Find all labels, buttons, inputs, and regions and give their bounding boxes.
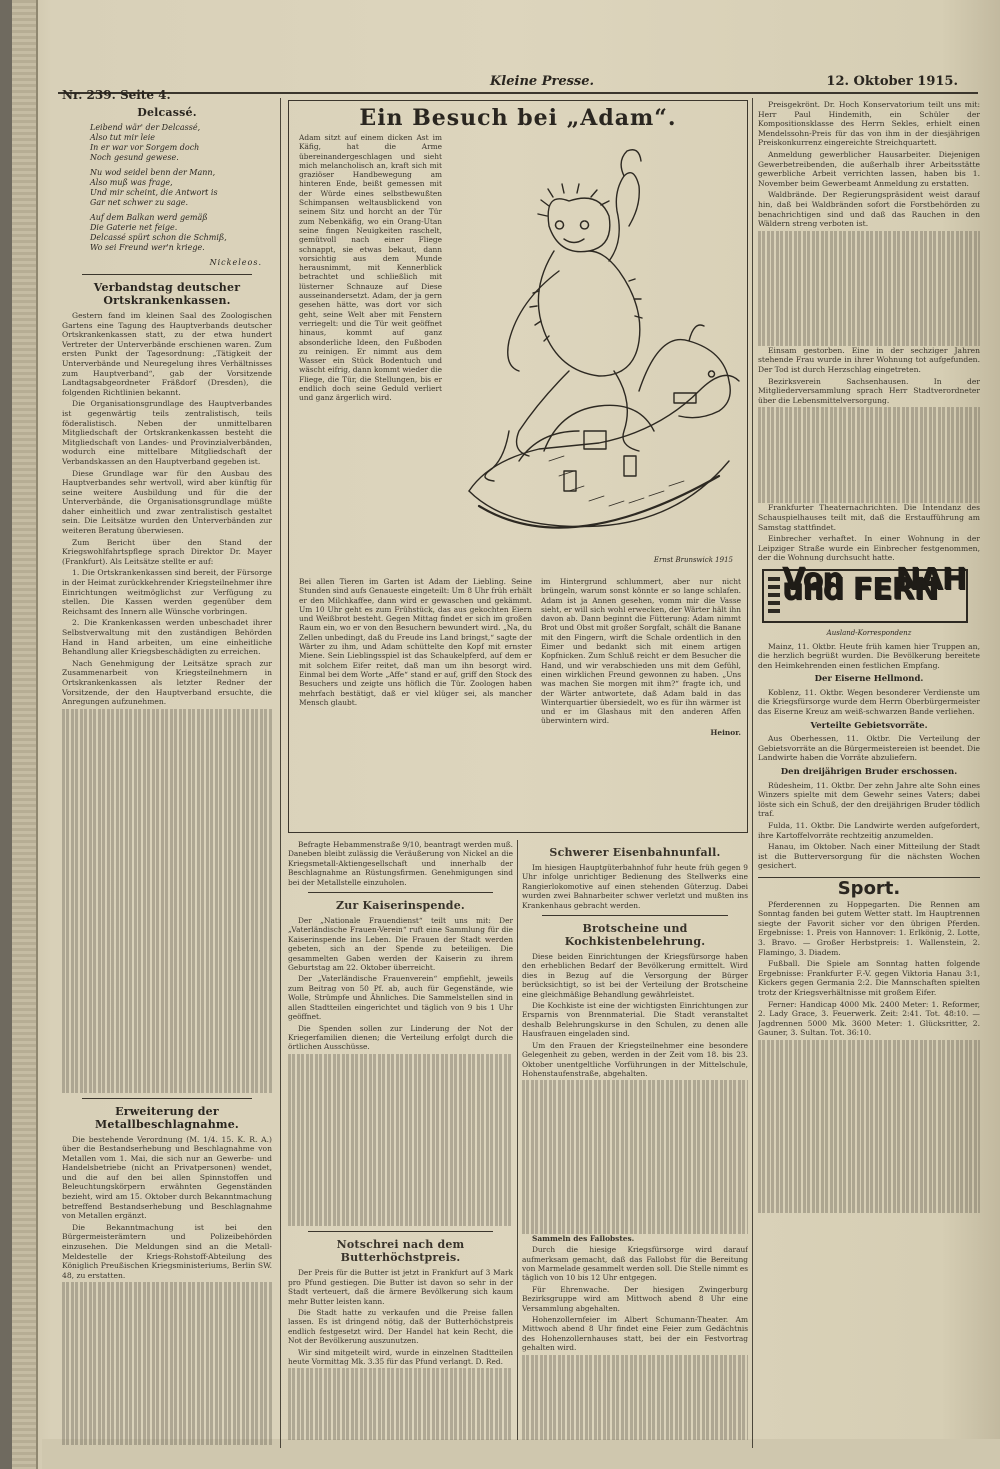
- article-paragraph: 1. Die Ortskrankenkassen sind bereit, der Fürsorge in der Heimat zurückkehrender Kriegsteilnehmer ihre Einrichtungen weitmöglichst zur Verfügung zu stellen. Die Kassen werden gegenüber dem Reichsamt des Innern alle Wünsche vorbringen.: [62, 568, 272, 616]
- body-text-lines: [758, 1040, 980, 1213]
- article-paragraph: Die Bekanntmachung ist bei den Bürgermeisterämtern und Polizeibehörden einzusehen. Die Meldungen sind an die Metall-Meldestelle der Kriegs-Rohstoff-Abteilung des Königlich Preußischen Kriegsministeriums, Berlin SW. 48, zu erstatten.: [62, 1222, 272, 1280]
- article-title: Zur Kaiserinspende.: [336, 899, 465, 913]
- article-paragraph: Zum Bericht über den Stand der Kriegswohlfahrtspflege sprach Direktor Dr. Mayer (Frankfurt). Als Leitsätze stellte er auf:: [62, 537, 272, 566]
- divider: [542, 915, 728, 916]
- news-item: Waldbrände. Der Regierungspräsident weist darauf hin, daß bei Waldbränden sofort die Forstbehörden zu benachrichtigen sind und daß das Rauchen in den Wäldern streng verboten ist.: [758, 190, 980, 229]
- article-paragraph: Nach Genehmigung der Leitsätze sprach zur Zusammenarbeit von Kriegsteilnehmern in Ortskrankenkassen als letzter Redner der Vorsitzende, der den Hauptverband ersuchte, die Anregungen aufzunehmen.: [62, 658, 272, 707]
- feature-text-continued: im Hintergrund schlummert, aber nur nicht brüngeln, warum sonst könnte er so lange schlafen. Adam ist ja Annen gesehen, vomm mir die Vasse sieht, er will sich wohl erwecken, der Wärter hält ihn davon ab. Dann beginnt die Fütterung: Adam nimmt Brot und Obst mit großer Sorgfalt, schält die Banane mit den Fingern, wirft die Schale ordentlich in den Eimer und bedankt sich mit einem artigen Kopfnicken. Zum Schluß reicht er dem Besucher die Hand, und wir verabschieden uns mit dem Gefühl, einen wirklichen Freund gewonnen zu haben. „Uns was machen Sie morgen mit ihm?“ fragte ich, und der Wärter antwortete, daß Adam bald in das Winterquartier übersiedelt, wo es für ihn wärmer ist und er im Glashaus mit den anderen Affen überwintern wird.: [541, 577, 741, 726]
- illustrator-signature: Ernst Brunswick 1915: [653, 556, 733, 564]
- article-title: Erweiterung der Metallbeschlagnahme.: [95, 1104, 239, 1131]
- article-paragraph: Gestern fand im kleinen Saal des Zoologischen Gartens eine Tagung des Hauptverbands deutscher Ortskrankenkassen statt, zu der etwa hundert Vertreter der Unterverbände erschienen waren. Zum ersten Punkt der Tagesordnung: „Tätigkeit der Unterverbände und Neuregelung ihres Verhältnisses zum Hauptverband“, gab der Vorsitzende Landtagsabgeordneter Fräßdorf (Dresden), die folgenden Richtlinien bekannt.: [62, 311, 272, 397]
- body-text-lines: [288, 1368, 513, 1440]
- article-paragraph: Befragte Hebammenstraße 9/10, beantragt werden muß. Daneben bleibt zulässig die Veräußerung von Nickel an die Kriegsmetall-Aktiengesellschaft und innerhalb der Beschlagnahme an Rüstungsfirmen. Genehmigungen sind bei der Metallstelle einzuholen.: [288, 840, 513, 887]
- article-paragraph: Im hiesigen Hauptgüterbahnhof fuhr heute früh gegen 9 Uhr infolge unrichtiger Bedienung des Stellwerks eine Rangierlokomotive auf einen stehenden Güterzug. Dabei wurden zwei Bahnarbeiter schwer verletzt und mußten ins Krankenhaus gebracht werden.: [522, 863, 748, 910]
- poem-title: Delcassé.: [137, 106, 197, 119]
- feature-author: Heinor.: [710, 727, 741, 737]
- body-text-lines: [62, 1282, 272, 1445]
- sport-item: Fußball. Die Spiele am Sonntag hatten folgende Ergebnisse: Frankfurter F.-V. gegen Viktoria Hanau 3:1, Kickers gegen Germania 2:2. Die Mannschaften spielten trotz der Kriegsverhältnisse mit großem Eifer.: [758, 959, 980, 997]
- banner-title: Von NAH und FERN: [782, 561, 966, 607]
- cartoon-feature-box: [288, 100, 748, 833]
- feature-text: [541, 577, 741, 827]
- left-column: [62, 100, 272, 1445]
- banner-decoration-icon: [768, 577, 780, 617]
- news-title: Verteilte Gebietsvorräte.: [810, 720, 928, 731]
- news-item: Fulda, 11. Oktbr. Die Landwirte werden aufgefordert, ihre Kartoffelvorräte rechtzeitig anzumelden.: [758, 821, 980, 840]
- article-paragraph: Wir sind mitgeteilt wird, wurde in einzelnen Stadtteilen heute Vormittag Mk. 3.35 für das Pfund verlangt. D. Red.: [288, 1347, 513, 1367]
- news-title: Der Eiserne Hellmond.: [814, 674, 924, 685]
- news-item: Anmeldung gewerblicher Hausarbeiter. Diejenigen Gewerbetreibenden, die außerhalb ihrer Arbeitsstätte gewerbliche Arbeit verrichten lassen, haben bis 1. November beim Gewerbeamt Anmeldung zu erstatten.: [758, 149, 980, 188]
- sport-item: Ferner: Handicap 4000 Mk. 2400 Meter: 1. Reformer, 2. Lady Grace, 3. Feuerwerk. Zeit: 2:41. Tot. 48:10. — Jagdrennen 5000 Mk. 3600 Meter: 1. Glücksritter, 2. Gauner, 3. Sultan. Tot. 36:10.: [758, 999, 980, 1038]
- article-title: Notschrei nach dem Butterhöchstpreis.: [336, 1238, 465, 1265]
- divider: [308, 892, 493, 893]
- article-title: Verbandstag deutscher Ortskrankenkassen.: [93, 281, 241, 307]
- sport-item: Pferderennen zu Hoppegarten. Die Rennen am Sonntag fanden bei gutem Wetter statt. Im Hauptrennen siegte der Favorit sicher vor den übrigen Pferden. Ergebnisse: 1. Preis von Hannover: 1. Erlkönig, 2. Lotte, 3. Bravo. — Großer Herbstpreis: 1. Wallenstein, 2. Flamingo, 3. Diadem.: [758, 899, 980, 957]
- poem: [62, 123, 272, 268]
- article-paragraph: 2. Die Krankenkassen werden unbeschadet ihrer Selbstverwaltung mit den zuständigen Behörden Hand in Hand arbeiten, um eine einheitliche Behandlung aller Kriegsbeschädigten zu erreichen.: [62, 618, 272, 657]
- poem-stanza: Leibend wär' der Delcassé, Also tut mir leie In er war vor Sorgem doch Noch gesund gewese.: [90, 123, 201, 162]
- news-item: Mainz, 11. Oktbr. Heute früh kamen hier Truppen an, die herzlich begrüßt wurden. Die Bevölkerung bereitete den Heimkehrenden einen festlichen Empfang.: [758, 641, 980, 670]
- article-paragraph: Der „Nationale Frauendienst“ teilt uns mit: Der „Vaterländische Frauen-Verein“ ruft eine Sammlung für die Kaiserinspende ins Leben. Die Frauen der Stadt werden gebeten, sich an der Spende zu beteiligen. Die gesammelten Gaben werden der Kaiserin zu ihrem Geburtstag am 22. Oktober überreicht.: [288, 916, 513, 973]
- article-title: Brotscheine und Kochkistenbelehrung.: [564, 922, 706, 949]
- article-paragraph: Hohenzollernfeier im Albert Schumann-Theater. Am Mittwoch abend 8 Uhr findet eine Feier zum Gedächtnis des Hohenzollernhauses statt, bei der ein Festvortrag gehalten wird.: [522, 1315, 748, 1353]
- body-text-lines: [62, 709, 272, 1093]
- body-text-lines: [522, 1080, 748, 1234]
- body-text-lines: [288, 1054, 513, 1227]
- column-rule: [280, 98, 281, 1448]
- news-item: Preisgekrönt. Dr. Hoch Konservatorium teilt uns mit: Herr Paul Hindemith, ein Schüler der Kompositionsklasse des Herrn Sekles, erhielt einen Mendelssohn-Preis für das von ihm in der diesjährigen Preiskonkurrenz eingereichte Streichquartett.: [758, 100, 980, 148]
- poem-author: Nickeleos.: [209, 258, 262, 267]
- right-column: [758, 100, 980, 1445]
- monkey-on-rocking-horse-illustration: [449, 131, 745, 591]
- article-paragraph: Durch die hiesige Kriegsfürsorge wird darauf aufmerksam gemacht, daß das Fallobst für die Bereitung von Marmelade gesammelt werden soll. Die Stelle nimmt es täglich von 10 bis 12 Uhr entgegen.: [522, 1245, 748, 1283]
- article-paragraph: Diese Grundlage war für den Ausbau des Hauptverbandes sehr wertvoll, wird aber künftig für seine weitere Ausbildung und für die der Unterverbände, die Organisationsgrundlage müßte daher einheitlich und zwar zentralistisch gestaltet sein. Die Leitsätze wurden den Unterverbänden zur weiteren Beratung überwiesen.: [62, 468, 272, 536]
- column-rule: [752, 98, 753, 1448]
- newspaper-name: Kleine Presse.: [490, 74, 595, 89]
- body-text-lines: [522, 1355, 748, 1440]
- section-banner-von-nah-und-fern: [762, 561, 968, 623]
- mid-lower-left-column: [288, 840, 513, 1440]
- news-item: Einbrecher verhaftet. In einer Wohnung in der Leipziger Straße wurde ein Einbrecher festgenommen, der die Wohnung durchsucht hatte.: [758, 534, 980, 563]
- article-title: Schwerer Eisenbahnunfall.: [549, 846, 721, 859]
- divider: [82, 274, 252, 275]
- news-item: Bezirksverein Sachsenhausen. In der Mitgliederversammlung sprach Herr Stadtverordneter über die Lebensmittelversorgung.: [758, 376, 980, 405]
- page-header: [58, 72, 978, 102]
- mid-lower-right-column: [522, 840, 748, 1440]
- divider: [82, 1098, 252, 1099]
- article-paragraph: Der „Vaterländische Frauenverein“ empfiehlt, jeweils zum Beitrag von 50 Pf. ab, auch für Gegenstände, wie Wolle, Strümpfe und Ähnliches. Die Sammelstellen sind in allen Stadtteilen eingerichtet und täglich von 9 bis 1 Uhr geöffnet.: [288, 974, 513, 1022]
- news-item: Rüdesheim, 11. Oktbr. Der zehn Jahre alte Sohn eines Winzers spielte mit dem Gewehr seines Vaters; dabei löste sich ein Schuß, der den dreijährigen Bruder tödlich traf.: [758, 780, 980, 819]
- article-paragraph: Die bestehende Verordnung (M. 1/4. 15. K. R. A.) über die Bestandserhebung und Beschlagnahme von Metallen vom 1. Mai, die sich nur an Gewerbe- und Handelsbetriebe (nicht an Privatpersonen) wendet, und die auf den bei allen Spinnstoffen und Beleuchtungskörpern erwähnten Gegenständen bezieht, wird am 15. Oktober durch Bekanntmachung betreffend Bestandserhebung und Beschlagnahme von Metallen ergänzt.: [62, 1134, 272, 1221]
- article-paragraph: Die Spenden sollen zur Linderung der Not der Kriegerfamilien dienen; die Verteilung erfolgt durch die örtlichen Ausschüsse.: [288, 1023, 513, 1052]
- issue-number: Nr. 239. Seite 4.: [62, 88, 171, 102]
- news-item: Koblenz, 11. Oktbr. Wegen besonderer Verdienste um die Kriegsfürsorge wurde dem Herrn Oberbürgermeister das Eiserne Kreuz am weiß-schwarzen Bande verliehen.: [758, 687, 980, 717]
- news-item: Einsam gestorben. Eine in der sechziger Jahren stehende Frau wurde in ihrer Wohnung tot aufgefunden. Der Tod ist durch Herzschlag eingetreten.: [758, 345, 980, 375]
- news-item: Frankfurter Theaternachrichten. Die Intendanz des Schauspielhauses teilt mit, daß die Erstaufführung am Samstag stattfindet.: [758, 503, 980, 532]
- news-item: Aus Oberhessen, 11. Oktbr. Die Verteilung der Gebietsvorräte an die Bürgermeistereien ist beendet. Die Landwirte haben die Vorräte abzuliefern.: [758, 734, 980, 763]
- section-subtitle: Ausland-Korrespondenz: [826, 628, 912, 637]
- article-paragraph: Die Stadt hatte zu verkaufen und die Preise fallen lassen. Es ist dringend nötig, daß der Butterhöchstpreis endlich festgesetzt wird. Der Handel hat kein Recht, die Not der Bevölkerung auszunutzen.: [288, 1308, 513, 1346]
- sport-section-title: Sport.: [837, 877, 901, 899]
- issue-date: 12. Oktober 1915.: [826, 74, 958, 89]
- poem-stanza: Auf dem Balkan werd gemäß Die Gaterie net feige. Delcassé spürt schon die Schmiß, Wo sei Freund wer'n kriege.: [90, 213, 227, 252]
- article-paragraph: Der Preis für die Butter ist jetzt in Frankfurt auf 3 Mark pro Pfund gestiegen. Die Butter ist davon so sehr in der Stadt verteuert, daß die ärmere Bevölkerung sich kaum mehr Butter leisten kann.: [288, 1268, 513, 1306]
- body-text-lines: [758, 407, 980, 503]
- article-paragraph: Die Kochkiste ist eine der wichtigsten Einrichtungen zur Ersparnis von Brennmaterial. Die Stadt veranstaltet deshalb Belehrungskurse in den Schulen, zu denen alle Hausfrauen eingeladen sind.: [522, 1001, 748, 1039]
- feature-text: Bei allen Tieren im Garten ist Adam der Liebling. Seine Stunden sind aufs Genaueste eingeteilt: Um 8 Uhr früh erhält er den Milchkaffee, dann wird er gewaschen und gekämmt. Um 10 Uhr geht es zum Frühstück, das aus gekochten Eiern und Weißbrot besteht. Gegen Mittag findet er sich im großen Raum ein, wo er von den Besuchern bewundert wird. „Na, du Zellen unbedingt, daß du Freude ins Land bringst,“ sagte der Wärter zu ihm, und Adam schüttelte den Kopf mit ernster Miene. Sein Lieblingsspiel ist das Schaukelpferd, auf dem er mit solchem Eifer reitet, daß man um ihn besorgt wird. Einmal bei dem Worte „Affe“ stand er auf, griff den Stock des Besuchers und zeigte uns höflich die Tür. Zoologen haben mehrfach bestätigt, daß er viel klüger sei, als mancher Mensch glaubt.: [299, 577, 532, 707]
- news-item: Hanau, im Oktober. Nach einer Mitteilung der Stadt ist die Butterversorgung für die nächsten Wochen gesichert.: [758, 842, 980, 871]
- previous-page-edge: [12, 0, 38, 1469]
- poem-stanza: Nu wod seidel benn der Mann, Also muß was frage, Und mir scheint, die Antwort is Gar net schwer zu sage.: [90, 168, 218, 207]
- news-title: Den dreijährigen Bruder erschossen.: [780, 767, 958, 778]
- article-paragraph: Für Ehrenwache. Der hiesigen Zwingerburg Bezirksgruppe wird am Mittwoch abend 8 Uhr eine Versammlung abgehalten.: [522, 1284, 748, 1313]
- divider: [308, 1231, 493, 1232]
- article-paragraph: Um den Frauen der Kriegsteilnehmer eine besondere Gelegenheit zu geben, werden in der Zeit vom 18. bis 23. Oktober unentgeltliche Vorführungen in der Mittelschule, Hohenstaufenstraße, abgehalten.: [522, 1040, 748, 1078]
- body-text-lines: [758, 231, 980, 346]
- article-paragraph: Diese beiden Einrichtungen der Kriegsfürsorge haben den erheblichen Bedarf der Bevölkerung ermittelt. Wird dies in Bezug auf die Versorgung der Bürger berücksichtigt, so ist bei der Verteilung der Brotscheine eine gleichmäßige Behandlung gewährleistet.: [522, 952, 748, 999]
- column-rule: [517, 840, 518, 1440]
- feature-title: Ein Besuch bei „Adam“.: [359, 105, 677, 131]
- feature-text: Adam sitzt auf einem dicken Ast im Käfig, hat die Arme übereinandergeschlagen und sieht mich melancholisch an, kraft sich mit graziöser Handbewegung am hinteren Ende, beißt gemessen mit der Würde eines selbstbewußten Schimpansen weltausblickend von seinem Sitz und horcht an der Tür zum Nebenkäfig, wo ein Orang-Utan seine fingen Neuigkeiten raschelt, gemütvoll nach einer Fliege schnappt, sie etwas bekaut, dann vorsichtig aus dem Munde herausnimmt, mit Kennerblick betrachtet und schließlich mit lüsterner Schnauze auf Diese ausseinandersetzt. Adam, der ja gern gesehen hätte, was dort vor sich geht, seine Welt aber mit Fenstern verriegelt: und die Tür weit geöffnet hinaus, kommt auf ganz absonderliche Ideen, den Fußboden zu reinigen. Er nimmt aus dem Wasser ein Stück Bodentuch und wäscht eifrig, dann kommt wieder die Fliege, die Tür, die Stellungen, bis er endlich doch seine Geduld verliert und ganz ärgerlich wird.: [299, 133, 442, 403]
- article-paragraph: Sammeln des Fallobstes.: [532, 1233, 635, 1243]
- article-paragraph: Die Organisationsgrundlage des Hauptverbandes ist gegenwärtig teils zentralistisch, teils föderalistisch. Neben der unmittelbaren Mitgliedschaft der Ortskrankenkassen besteht die Mitgliedschaft von Landes- und Provinzialverbänden, wodurch eine mittelbare Mitgliedschaft der Verbandskassen an den Hauptverband gegeben ist.: [62, 399, 272, 466]
